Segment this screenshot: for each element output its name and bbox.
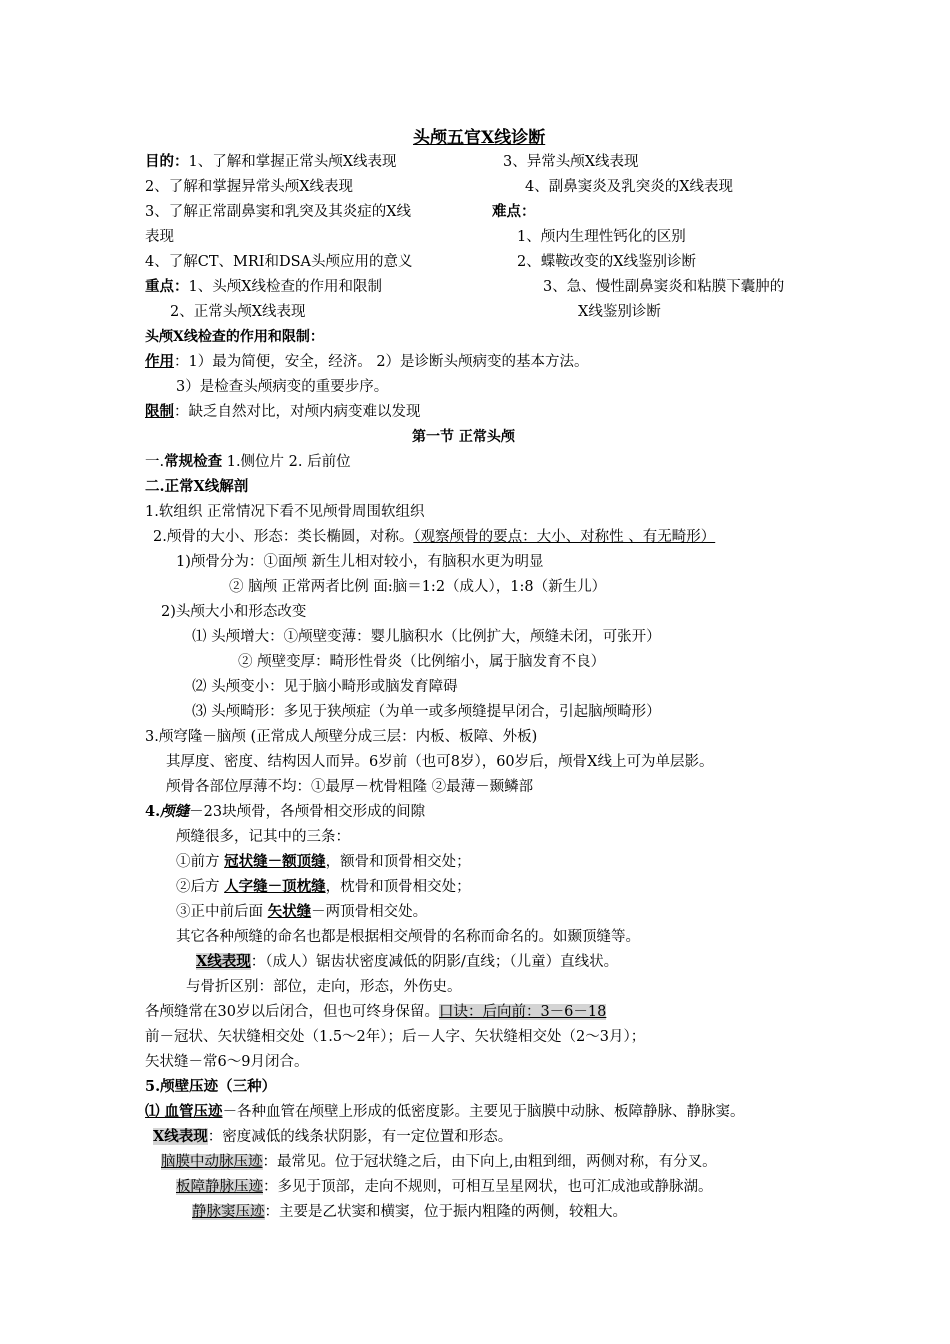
- suture-sagittal-name: 矢状缝: [267, 903, 312, 920]
- goal-3: 3、了解正常副鼻窦和乳突及其炎症的X线: [145, 204, 412, 220]
- limit-text: ：缺乏自然对比，对颅内病变难以发现: [174, 404, 421, 420]
- difficulty-label: 难点：: [492, 203, 536, 220]
- anatomy-10: 3.颅穹隆－脑颅 (正常成人颅壁分成三层：内板、板障、外板): [145, 729, 538, 745]
- anatomy-2-note: （观察颅骨的要点：大小、对称性 、有无畸形）: [413, 529, 716, 545]
- sutures-1: 颅缝很多，记其中的三条：: [176, 829, 350, 845]
- key-line-1: [145, 277, 382, 297]
- key-1: 1、头颅X线检查的作用和限制: [188, 279, 383, 295]
- exam-label: 常规检查: [164, 453, 223, 470]
- suture-lambdoid-name: 人字缝－顶枕缝: [224, 878, 326, 895]
- goal-3-cont: 表现: [145, 229, 174, 245]
- sutures-xray: [196, 952, 618, 972]
- limit-line: [145, 402, 421, 422]
- sutures-6: 与骨折区别：部位，走向，形态，外伤史。: [186, 979, 462, 995]
- suture-coronal-desc: ，额骨和顶骨相交处；: [325, 854, 471, 870]
- meningeal-text: ：最常见。位于冠状缝之后，由下向上,由粗到细，两侧对称，有分叉。: [262, 1154, 717, 1170]
- suture-lambdoid-desc: ，枕骨和顶骨相交处；: [325, 879, 471, 895]
- anatomy-7: ② 颅壁变厚：畸形性骨炎（比例缩小，属于脑发育不良）: [238, 654, 606, 670]
- impressions-xray-text: ：密度减低的线条状阴影，有一定位置和形态。: [207, 1129, 513, 1145]
- sutures-heading: [145, 802, 425, 822]
- vascular-impression: [145, 1102, 745, 1122]
- anatomy-8: ⑵ 头颅变小：见于脑小畸形或脑发育障碍: [192, 679, 458, 695]
- impressions-xray: [153, 1127, 512, 1147]
- goal-1: 1、了解和掌握正常头颅X线表现: [188, 154, 397, 170]
- suture-sagittal-pos: ③正中前后面: [176, 904, 268, 920]
- exam-text: 1.侧位片 2. 后前位: [222, 454, 351, 470]
- section-1-heading: 第一节 正常头颅: [412, 429, 515, 445]
- goal-line-1: [145, 152, 397, 172]
- venous-sinus: [192, 1202, 627, 1222]
- anatomy-5: 2)头颅大小和形态改变: [161, 604, 307, 620]
- suture-coronal-name: 冠状缝－额顶缝: [224, 853, 326, 870]
- sutures-xray-text: ：（成人）锯齿状密度减低的阴影/直线；（儿童）直线状。: [250, 954, 619, 970]
- anatomy-11: 其厚度、密度、结构因人而异。6岁前（也可8岁），60岁后，颅骨X线上可为单层影。: [166, 754, 714, 770]
- anatomy-12: 颅骨各部位厚薄不均：①最厚－枕骨粗隆 ②最薄－颞鳞部: [166, 779, 534, 795]
- sutures-xray-label: X线表现: [196, 953, 251, 970]
- suture-lambdoid-pos: ②后方: [176, 879, 225, 895]
- sinus-text: ：主要是乙状窦和横窦，位于振内粗隆的两侧，较粗大。: [264, 1204, 627, 1220]
- anatomy-4: ② 脑颅 正常两者比例 面:脑＝1:2（成人），1:8（新生儿）: [229, 579, 607, 595]
- sutures-7: [145, 1002, 606, 1022]
- goal-4: 4、了解CT、MRI和DSA头颅应用的意义: [145, 254, 413, 270]
- difficulty-3: 3、急、慢性副鼻窦炎和粘膜下囊肿的: [543, 279, 785, 295]
- key-2: 2、正常头颅X线表现: [170, 304, 306, 320]
- limit-label: 限制: [145, 403, 174, 420]
- page-title: 头颅五官X线诊断: [413, 128, 546, 148]
- anatomy-6: ⑴ 头颅增大：①颅壁变薄：婴儿脑积水（比例扩大，颅缝未闭，可张开）: [192, 629, 661, 645]
- difficulty-2: 2、蝶鞍改变的X线鉴别诊断: [517, 254, 697, 270]
- role-text-1: ：1）最为简便，安全，经济。 2）是诊断头颅病变的基本方法。: [174, 354, 589, 370]
- meningeal-artery: [161, 1152, 717, 1172]
- sutures-5: 其它各种颅缝的命名也都是根据相交颅骨的名称而命名的。如颞顶缝等。: [176, 929, 640, 945]
- sutures-mnemonic: 口诀：后向前：3－6－18: [438, 1004, 607, 1020]
- impressions-heading: 5.颅壁压迹（三种）: [145, 1078, 277, 1095]
- suture-sagittal: [176, 902, 427, 922]
- sutures-9: 矢状缝－常6～9月闭合。: [145, 1054, 309, 1070]
- anatomy-1: 1.软组织 正常情况下看不见颅骨周围软组织: [145, 504, 425, 520]
- sutures-8: 前－冠状、矢状缝相交处（1.5～2年）；后－人字、矢状缝相交处（2～3月）；: [145, 1029, 646, 1045]
- role-line-1: [145, 352, 589, 372]
- difficulty-3-cont: X线鉴别诊断: [578, 304, 661, 320]
- anatomy-2: [153, 527, 715, 547]
- sutures-7-text: 各颅缝常在30岁以后闭合，但也可终身保留。: [145, 1004, 439, 1020]
- impressions-xray-label: X线表现: [153, 1128, 208, 1145]
- difficulty-1: 1、颅内生理性钙化的区别: [517, 229, 686, 245]
- goal-2: 2、了解和掌握异常头颅X线表现: [145, 179, 354, 195]
- sinus-label: 静脉窦压迹: [192, 1204, 265, 1220]
- exam-prefix: 一.: [145, 454, 165, 470]
- role-heading: 头颅X线检查的作用和限制：: [145, 329, 324, 345]
- sutures-def: －23块颅骨，各颅骨相交形成的间隙: [189, 804, 426, 820]
- sutures-num: 4.: [145, 803, 161, 820]
- goal-label: 目的：: [145, 153, 189, 170]
- vascular-text: －各种血管在颅壁上形成的低密度影。主要见于脑膜中动脉、板障静脉、静脉窦。: [222, 1104, 745, 1120]
- meningeal-label: 脑膜中动脉压迹: [161, 1154, 263, 1170]
- suture-coronal: [176, 852, 471, 872]
- key-label: 重点：: [145, 278, 189, 295]
- exam-line: [145, 452, 351, 472]
- diploic-vein: [176, 1177, 713, 1197]
- goal-3-abnormal: 3、异常头颅X线表现: [503, 154, 639, 170]
- anatomy-9: ⑶ 头颅畸形：多见于狭颅症（为单一或多颅缝提早闭合，引起脑颅畸形）: [192, 704, 661, 720]
- sutures-label: 颅缝: [160, 803, 190, 820]
- suture-sagittal-desc: －两顶骨相交处。: [311, 904, 428, 920]
- goal-4-sinus: 4、副鼻窦炎及乳突炎的X线表现: [525, 179, 734, 195]
- suture-coronal-pos: ①前方: [176, 854, 225, 870]
- diploic-label: 板障静脉压迹: [176, 1179, 263, 1195]
- anatomy-heading: 二.正常X线解剖: [145, 478, 249, 495]
- anatomy-3: 1)颅骨分为：①面颅 新生儿相对较小，有脑积水更为明显: [176, 554, 544, 570]
- role-text-2: 3）是检查头颅病变的重要步序。: [176, 379, 389, 395]
- diploic-text: ：多见于顶部，走向不规则，可相互呈星网状，也可汇成池或静脉湖。: [263, 1179, 713, 1195]
- anatomy-2-text: 2.颅骨的大小、形态：类长椭圆，对称。: [153, 529, 414, 545]
- vascular-label: ⑴ 血管压迹: [145, 1103, 223, 1120]
- suture-lambdoid: [176, 877, 471, 897]
- role-label: 作用: [145, 353, 174, 370]
